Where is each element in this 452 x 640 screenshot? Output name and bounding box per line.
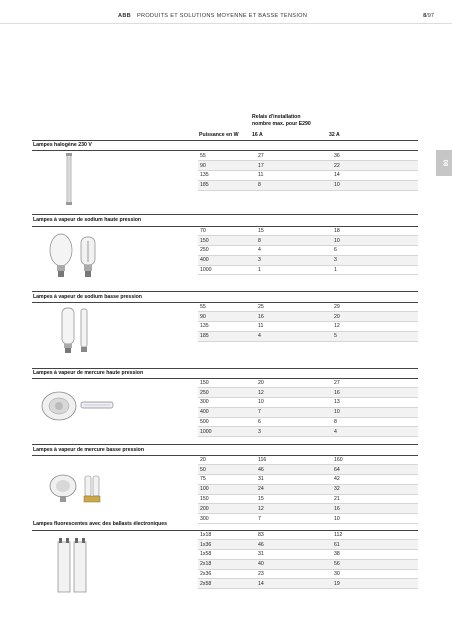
table-row: 250 4 6	[198, 246, 418, 256]
section-rule	[32, 140, 418, 141]
section-title-fluorescent: Lampes fluorescentes avec des ballasts électroniques	[33, 521, 168, 527]
table-row: 250 12 16	[198, 388, 418, 398]
table-row: 135 11 14	[198, 171, 418, 181]
section-title-sodium-low: Lampes à vapeur de sodium basse pression	[33, 294, 142, 300]
table-row: 2x18 40 56	[198, 559, 418, 569]
table-row: 2x36 23 30	[198, 569, 418, 579]
table-row: 75 31 42	[198, 475, 418, 485]
table-row: 2x58 14 19	[198, 579, 418, 589]
table-row: 55 27 36	[198, 151, 418, 161]
table-row: 90 16 20	[198, 312, 418, 322]
table-row: 400 7 10	[198, 407, 418, 417]
table-row: 1x58 31 38	[198, 550, 418, 560]
section-title-mercury-high: Lampes à vapeur de mercure haute pression	[33, 370, 144, 376]
table-row: 135 11 12	[198, 322, 418, 332]
table-row: 185 4 5	[198, 331, 418, 341]
column-header-32a: 32 A	[329, 132, 340, 138]
table-row: 50 46 64	[198, 465, 418, 475]
table-row: 200 12 16	[198, 504, 418, 514]
column-header-16a: 16 A	[252, 132, 263, 138]
table-row: 150 15 21	[198, 494, 418, 504]
table-sodium-low	[198, 302, 418, 342]
section-title-sodium-high: Lampes à vapeur de sodium haute pression	[33, 217, 142, 223]
table-row: 500 6 8	[198, 417, 418, 427]
mercury-high-pressure-lamp-icon	[37, 386, 117, 430]
sodium-high-pressure-lamp-icon	[47, 232, 107, 280]
table-row: 300 10 13	[198, 398, 418, 408]
section-title-mercury-low: Lampes à vapeur de mercure basse pression	[33, 447, 145, 453]
table-mercury-low	[198, 455, 418, 524]
fluorescent-tube-icon	[56, 538, 88, 594]
table-row: 150 20 27	[198, 378, 418, 388]
table-row: 70 15 18	[198, 226, 418, 236]
table-row: 150 8 10	[198, 236, 418, 246]
group-title-line2: nombre max. pour E290	[252, 121, 311, 127]
mercury-low-pressure-lamp-icon	[47, 470, 111, 506]
page-number: 8/97	[423, 13, 434, 19]
document-title: PRODUITS ET SOLUTIONS MOYENNE ET BASSE TENSION	[137, 13, 308, 19]
sodium-low-pressure-lamp-icon	[58, 306, 98, 354]
table-halogen	[198, 151, 418, 191]
table-row: 20 116 160	[198, 455, 418, 465]
halogen-tube-icon	[62, 153, 76, 205]
section-title-halogen: Lampes halogène 230 V	[33, 142, 92, 148]
section-rule	[32, 291, 418, 292]
table-row: 90 17 22	[198, 161, 418, 171]
section-rule	[32, 214, 418, 215]
header-title	[118, 13, 307, 19]
group-title-line1: Relais d'installation	[252, 114, 301, 120]
table-mercury-high	[198, 378, 418, 437]
table-row: 1x36 46 61	[198, 540, 418, 550]
table-row: 1000 3 4	[198, 427, 418, 437]
table-row: 400 3 3	[198, 255, 418, 265]
table-row: 100 24 32	[198, 484, 418, 494]
brand-logo: ABB	[118, 13, 132, 19]
table-row: 185 8 10	[198, 180, 418, 190]
table-row: 300 7 10	[198, 514, 418, 524]
section-rule	[32, 368, 418, 369]
header-divider	[0, 23, 452, 24]
table-row: 1x18 83 112	[198, 530, 418, 540]
table-row: 1000 1 1	[198, 265, 418, 275]
chapter-tab: 08	[436, 150, 452, 176]
table-sodium-high	[198, 226, 418, 275]
table-row: 55 25 29	[198, 302, 418, 312]
table-fluorescent	[198, 530, 418, 589]
column-header-power: Puissance en W	[199, 132, 239, 138]
section-rule	[32, 444, 418, 445]
